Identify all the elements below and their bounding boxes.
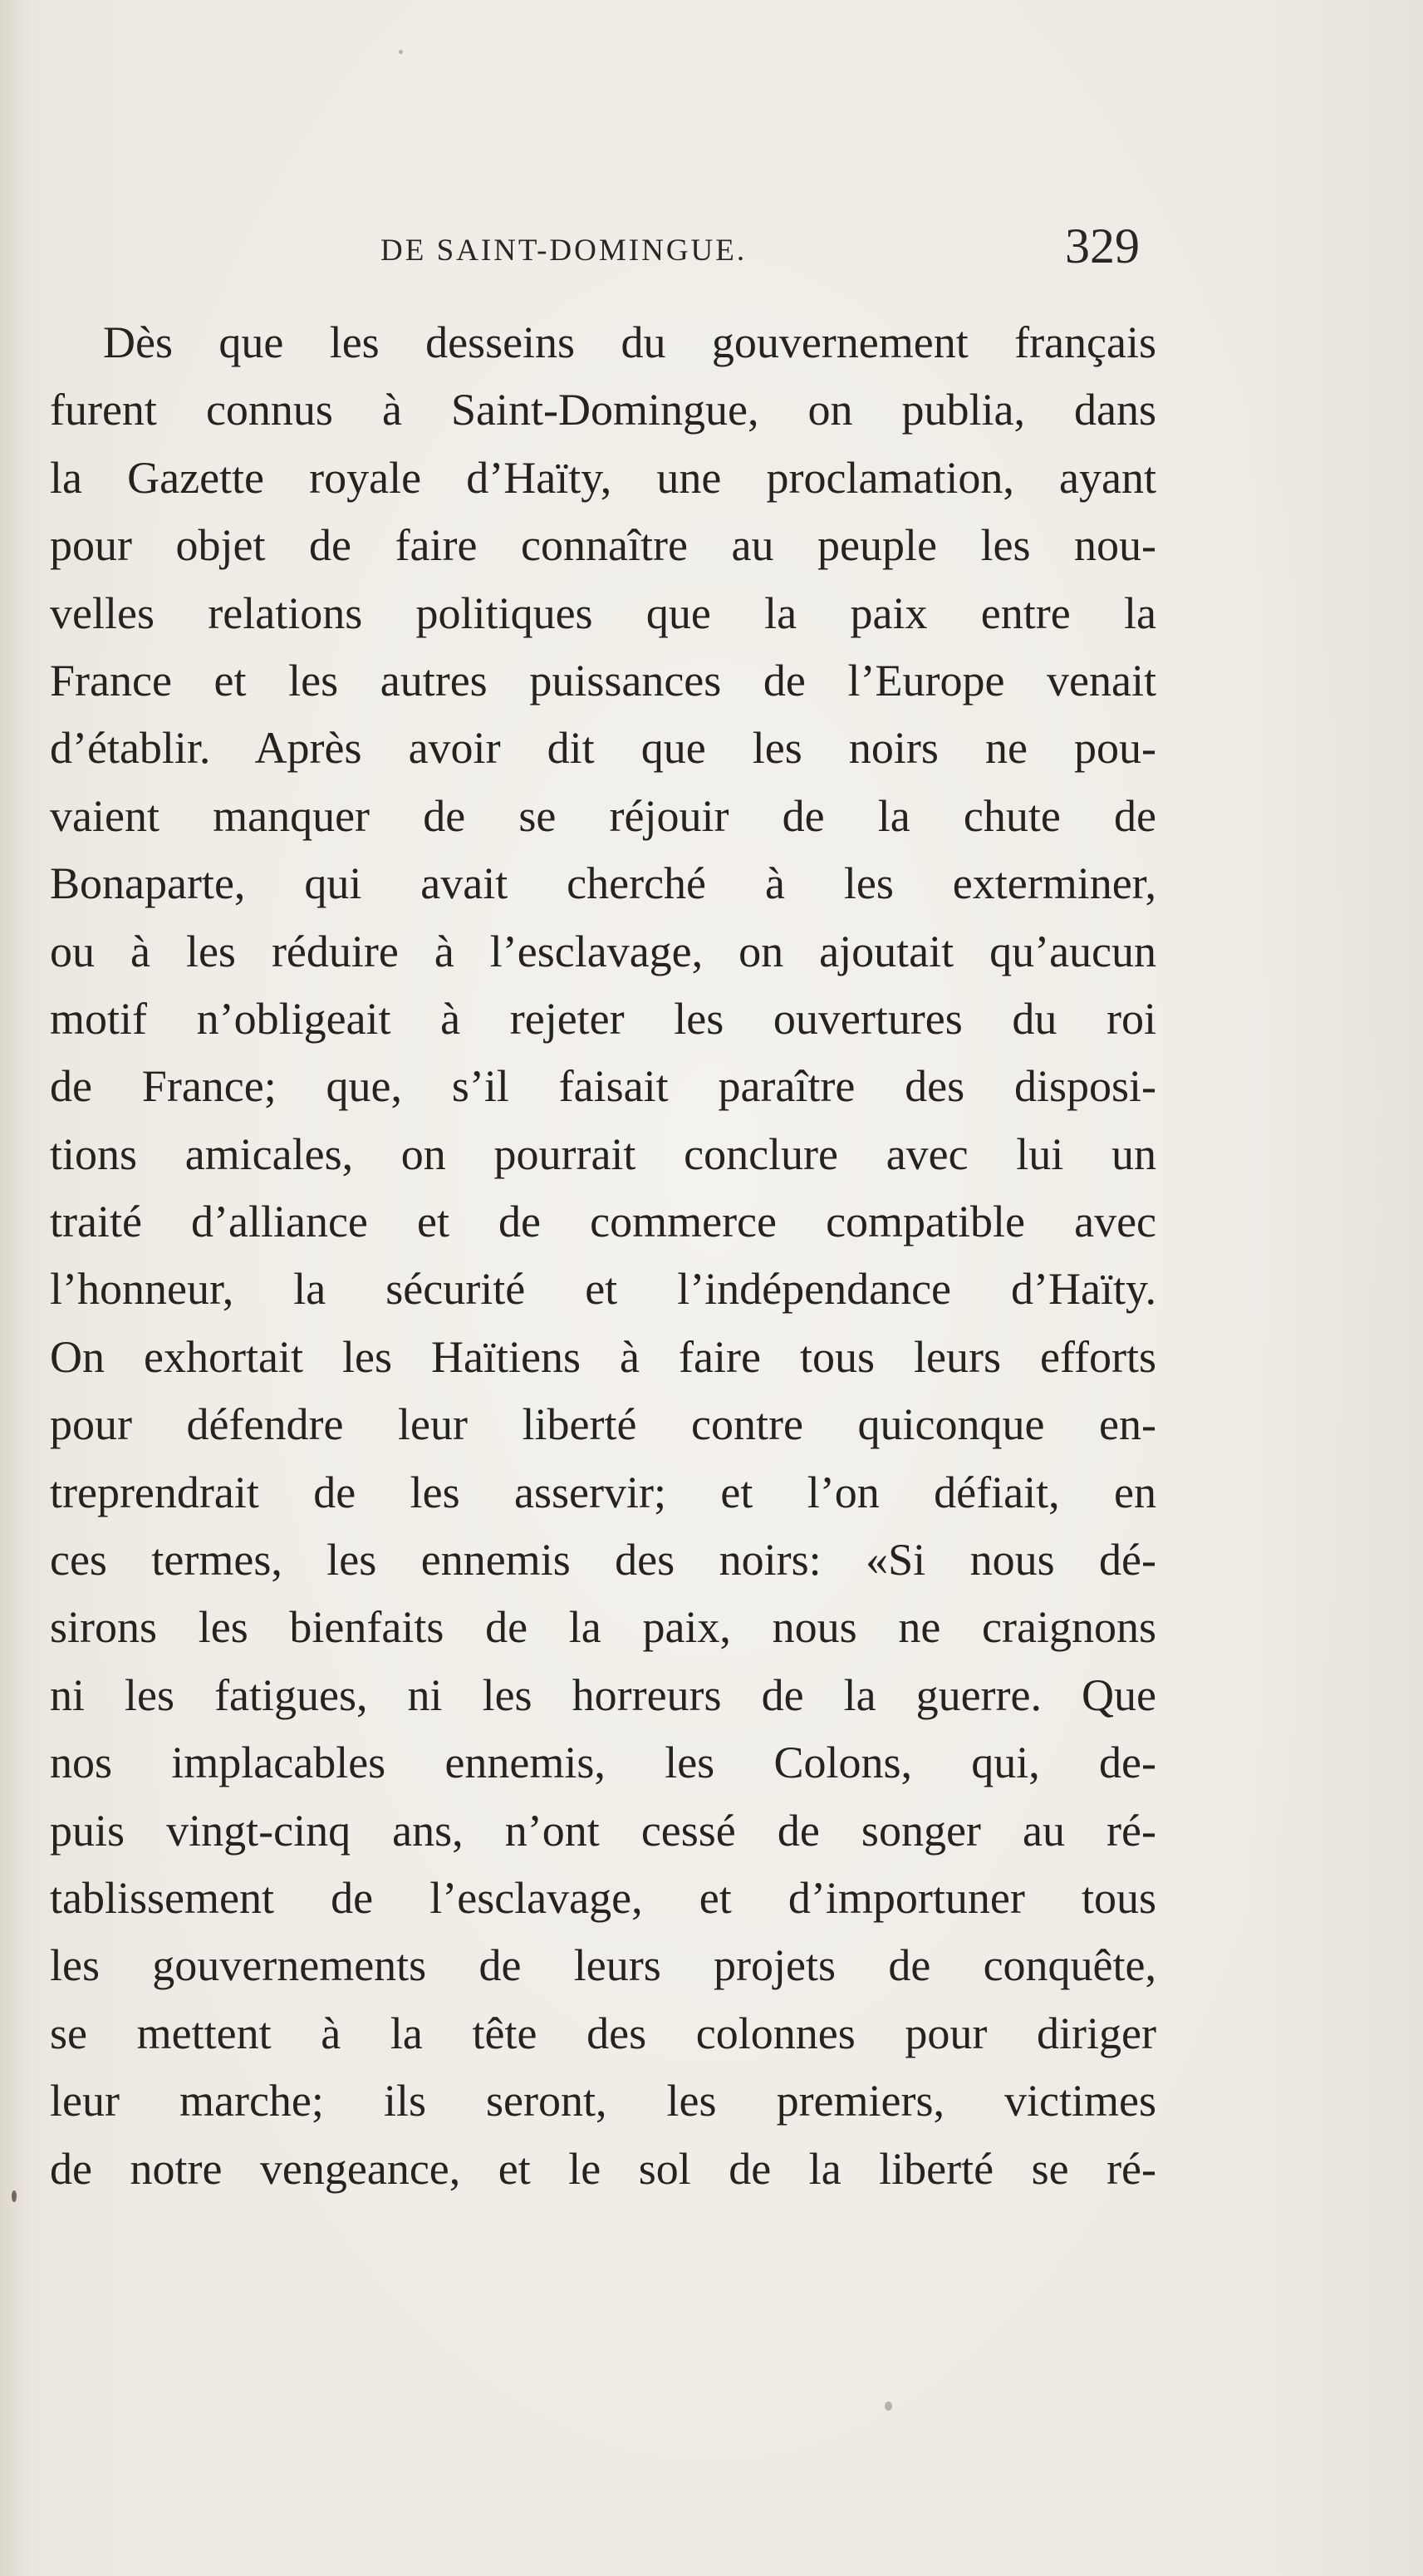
text-line: l’honneur, la sécurité et l’indépendance d’Haïty. [50, 1264, 1156, 1315]
text-line: les gouvernements de leurs projets de conquête, [50, 1940, 1156, 1991]
paper-speck [12, 2190, 17, 2202]
text-line: pour objet de faire connaître au peuple les nou- [50, 520, 1156, 571]
text-line: tablissement de l’esclavage, et d’importuner tous [50, 1872, 1156, 1923]
text-line: traité d’alliance et de commerce compatible avec [50, 1197, 1156, 1247]
text-line: treprendrait de les asservir; et l’on défiait, en [50, 1467, 1156, 1517]
text-line: tions amicales, on pourrait conclure avec lui un [50, 1128, 1156, 1179]
text-line: pour défendre leur liberté contre quiconque en- [50, 1399, 1156, 1450]
text-line: On exhortait les Haïtiens à faire tous leurs efforts [50, 1331, 1156, 1382]
text-line: France et les autres puissances de l’Europe venait [50, 655, 1156, 705]
text-line: ni les fatigues, ni les horreurs de la guerre. Que [50, 1669, 1156, 1720]
paper-speck [885, 2401, 892, 2411]
text-line: d’établir. Après avoir dit que les noirs ne pou- [50, 723, 1156, 774]
text-line: motif n’obligeait à rejeter les ouvertures du roi [50, 993, 1156, 1044]
page-header [0, 218, 1423, 284]
text-line: leur marche; ils seront, les premiers, victimes [50, 2076, 1156, 2126]
text-line: puis vingt-cinq ans, n’ont cessé de songer au ré- [50, 1805, 1156, 1856]
text-line: vaient manquer de se réjouir de la chute de [50, 790, 1156, 841]
text-line: de France; que, s’il faisait paraître des disposi- [50, 1061, 1156, 1112]
text-line: de notre vengeance, et le sol de la liberté se ré- [50, 2143, 1156, 2194]
paper-speck [399, 50, 403, 54]
text-line: ou à les réduire à l’esclavage, on ajoutait qu’aucun [50, 926, 1156, 976]
text-line: sirons les bienfaits de la paix, nous ne craignons [50, 1602, 1156, 1653]
body-text [50, 309, 1156, 2203]
text-line: velles relations politiques que la paix entre la [50, 587, 1156, 638]
text-line: se mettent à la tête des colonnes pour diriger [50, 2008, 1156, 2058]
text-line: Bonaparte, qui avait cherché à les exterminer, [50, 858, 1156, 909]
text-line: nos implacables ennemis, les Colons, qui, de- [50, 1738, 1156, 1788]
text-line: furent connus à Saint-Domingue, on publia, dans [50, 385, 1156, 435]
text-line: la Gazette royale d’Haïty, une proclamation, ayant [50, 452, 1156, 503]
running-head: DE SAINT-DOMINGUE. [380, 234, 748, 268]
text-line: Dès que les desseins du gouvernement français [103, 317, 1156, 367]
text-line: ces termes, les ennemis des noirs: «Si nous dé- [50, 1535, 1156, 1585]
page-number: 329 [1065, 219, 1140, 273]
